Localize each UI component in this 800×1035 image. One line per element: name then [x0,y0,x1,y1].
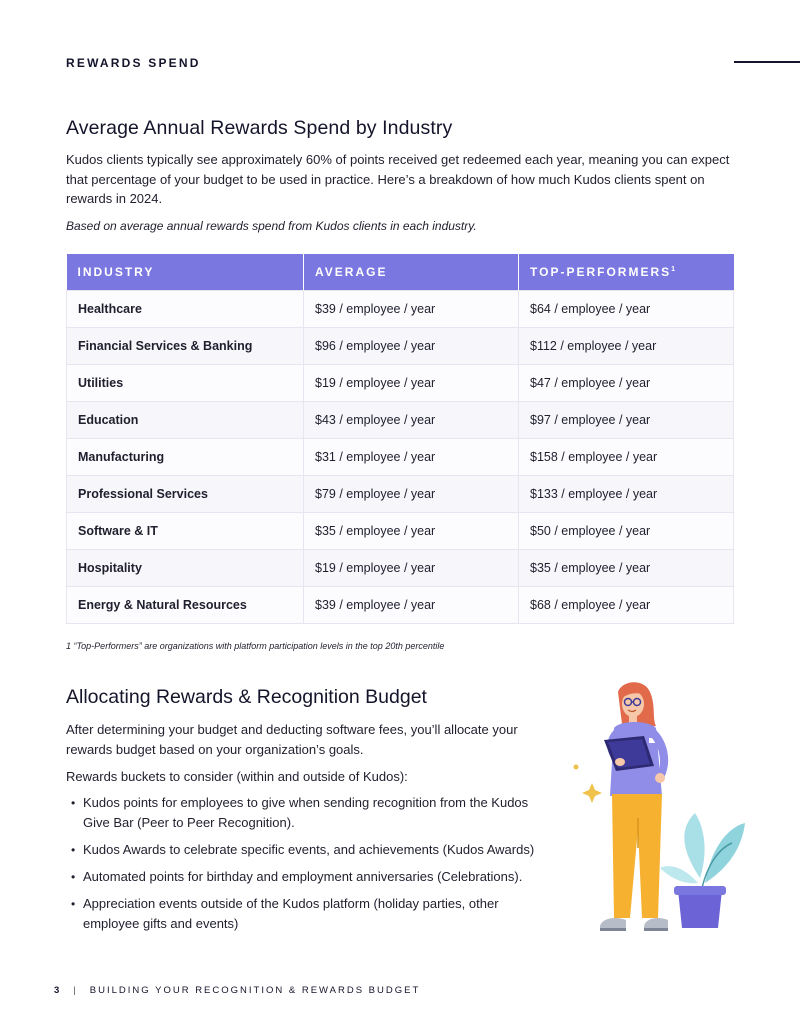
footer-document-title: BUILDING YOUR RECOGNITION & REWARDS BUDGET [89,985,421,996]
cell-top-performers: $97 / employee / year [519,401,734,438]
cell-top-performers: $158 / employee / year [519,438,734,475]
cell-industry: Utilities [67,364,304,401]
table-row [67,512,734,549]
cell-average: $39 / employee / year [304,290,519,327]
spend-intro: Kudos clients typically see approximately 60% of points received get redeemed each year, meaning you can expect that percentage of your budget to be used in practice. Here’s a breakdown of how much Kudos clients spent on rewards in 2024. [66,152,730,206]
table-row [67,438,734,475]
cell-industry: Software & IT [67,512,304,549]
cell-industry: Energy & Natural Resources [67,586,304,623]
cell-top-performers: $47 / employee / year [519,364,734,401]
list-item: • Automated points for birthday and employment anniversaries (Celebrations). [66,867,556,887]
woman-with-clipboard-illustration [560,678,750,948]
cell-average: $19 / employee / year [304,549,519,586]
allocation-paragraph: After determining your budget and deducting software fees, you’ll allocate your rewards budget based on your organization’s goals. [66,722,518,757]
cell-average: $79 / employee / year [304,475,519,512]
cell-top-performers: $68 / employee / year [519,586,734,623]
page-number: 3 [54,985,62,996]
cell-average: $35 / employee / year [304,512,519,549]
cell-top-performers: $50 / employee / year [519,512,734,549]
cell-average: $31 / employee / year [304,438,519,475]
rewards-spend-table [66,254,734,624]
page-footer [54,985,420,996]
table-row [67,290,734,327]
rewards-buckets-list [66,793,556,941]
spend-title: Average Annual Rewards Spend by Industry [66,117,453,139]
table-row [67,327,734,364]
cell-industry: Hospitality [67,549,304,586]
woman-figure [600,682,668,931]
cell-average: $43 / employee / year [304,401,519,438]
table-row [67,401,734,438]
cell-average: $96 / employee / year [304,327,519,364]
header-footnote-marker: 1 [671,265,676,273]
table-row [67,549,734,586]
header-industry: INDUSTRY [67,254,304,290]
table-footnote: 1 “Top-Performers” are organizations with platform participation levels in the top 20th percentile [66,641,445,651]
cell-industry: Healthcare [67,290,304,327]
cell-average: $39 / employee / year [304,586,519,623]
cell-industry: Professional Services [67,475,304,512]
sparkle-icon [574,765,603,804]
cell-top-performers: $35 / employee / year [519,549,734,586]
table-row [67,364,734,401]
list-item: • Kudos points for employees to give when sending recognition from the Kudos Give Bar (Peer to Peer Recognition). [66,793,556,833]
cell-industry: Education [67,401,304,438]
spend-note: Based on average annual rewards spend from Kudos clients in each industry. [66,219,477,233]
table-row [67,586,734,623]
header-average: AVERAGE [304,254,519,290]
top-rule-divider [734,61,800,63]
cell-average: $19 / employee / year [304,364,519,401]
section-label: REWARDS SPEND [66,56,201,70]
cell-industry: Financial Services & Banking [67,327,304,364]
potted-plant-icon [660,813,745,928]
cell-top-performers: $133 / employee / year [519,475,734,512]
footer-separator: | [73,985,78,996]
header-top-performers: TOP-PERFORMERS$^1$ [519,254,734,290]
allocation-title: Allocating Rewards & Recognition Budget [66,686,427,708]
cell-top-performers: $64 / employee / year [519,290,734,327]
list-item: • Kudos Awards to celebrate specific events, and achievements (Kudos Awards) [66,840,556,860]
allocation-buckets-intro: Rewards buckets to consider (within and outside of Kudos): [66,769,408,784]
table-row [67,475,734,512]
cell-top-performers: $112 / employee / year [519,327,734,364]
list-item: • Appreciation events outside of the Kudos platform (holiday parties, other employee gifts and events) [66,894,556,934]
table-header-row [67,254,734,290]
cell-industry: Manufacturing [67,438,304,475]
